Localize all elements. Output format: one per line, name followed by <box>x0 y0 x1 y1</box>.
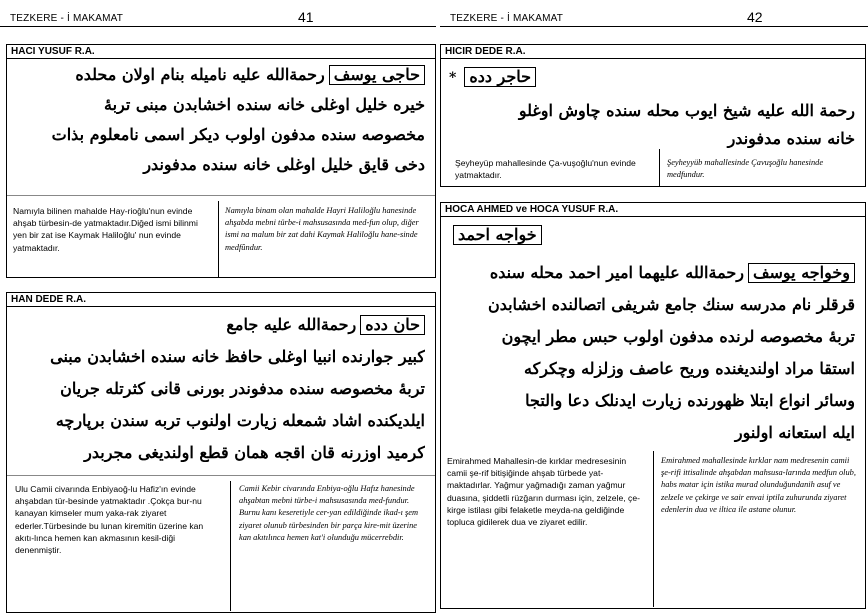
arabic-line: رحمة الله علیه شیخ ایوب محله سنده چاوش اوغلو <box>518 101 855 120</box>
transliteration-text: Şeyheyyüb mahallesinde Çavuşoğlu hanesinde medfundur. <box>667 158 824 180</box>
arabic-name-box: حاجر دده <box>464 67 536 87</box>
arabic-line: خیره خلیل اوغلی خانه سنده اخشابدن مبنی تربۀ <box>104 95 425 114</box>
page-header <box>440 4 868 27</box>
arabic-line: وخواجه یوسفرحمةالله علیهما امیر احمد محله سنده <box>449 263 855 283</box>
header-title: TEZKERE - İ MAKAMAT <box>450 13 564 24</box>
arabic-line: تربۀ مخصوصه سنده مدفوندر بورنی قانی کثرتله جریان <box>60 379 425 398</box>
title-rule <box>7 306 435 307</box>
column-divider <box>659 149 660 187</box>
arabic-line: کرمید اوزرنه قان اقجه همان قطع اولندیغی مجربدر <box>84 443 425 462</box>
transliteration-text: Emirahmed mahallesinde kırklar nam medresenin camii şe-rifi ittisalinde ahşabdan mahsusa-larında medfun olub, habs matar için istika murad olunduğundanih asuf ve zelzele ve çekirge ve sair envai iptila zuhurunda ziyaret edenlerin dua ve iltica ile astane olunur. <box>661 456 856 514</box>
arabic-line: حان ددهرحمةالله علیه جامع <box>15 315 425 335</box>
turkish-text: Şeyheyüp mahallesinde Ça-vuşoğlu'nun evinde yatmaktadır. <box>455 158 636 181</box>
entry-han-dede <box>6 292 436 613</box>
entry-hicir-dede <box>440 44 866 187</box>
arabic-name-box: خواجه احمد <box>453 225 542 245</box>
entry-hoca-ahmed-yusuf <box>440 202 866 609</box>
arabic-line: * حاجر دده <box>449 67 569 87</box>
turkish-text: Namıyla bilinen mahalde Hay-rioğlu'nun evinde ahşab türbesin-de yatmaktadır.Diğed ismi bilinmi yen bir zat ise Kaymak Haliloğlu' nun evinde yatmaktadır. <box>13 206 198 253</box>
arabic-line: خانه سنده مدفوندر <box>727 129 855 148</box>
entry-title: HOCA AHMED ve HOCA YUSUF R.A. <box>445 204 619 215</box>
turkish-text: Emirahmed Mahallesin-de kırklar medresesinin camii şe-rif bitişiğinde ahşab türbede yat-maktadırlar. Yağmur yağmadığı zaman yağmur duasına, şiddetli rüzğarın durması için, zelzele, çe-kirge istilası gibi felaketle meyda-na geldiğinde topluca gidilerek dua ve ziyaret edilir. <box>447 456 640 528</box>
arabic-line: قرقلر نام مدرسه سنك جامع شریفی اتصالنده اخشابدن <box>487 295 855 314</box>
transliteration-text: Namıyla binam olan mahalde Hayri Haliloğlu hanesinde ahşabda mebni türbe-i mahsusasında med-fun olup, diğer ismi na malum bir zat dahi Kaymak Haliloğlu hane-sinde medfûndur. <box>225 206 419 252</box>
column-divider <box>653 451 654 607</box>
arabic-name-box-2: وخواجه یوسف <box>748 263 855 283</box>
arabic-line: ایله استعانه اولنور <box>734 423 855 442</box>
entry-title: HACI YUSUF R.A. <box>11 46 95 57</box>
turkish-text: Ulu Camii civarında Enbiyaoğ-lu Hafiz'ın evinde ahşabdan tür-besinde yatmaktadır .Çokça bur-nu kanayan kimseler mum yaka-rak ziyaret ederler.Türbesinde bu lunan kiremitin üzerine kan akıtı-lınca hemen kan akmasının kesil-diği denenmiştir. <box>15 484 204 556</box>
arabic-name-box: حان دده <box>360 315 425 335</box>
arabic-line: وسائر انواع ابتلا ظهورنده زیارت ایدنلک دعا والتجا <box>525 391 855 410</box>
arabic-line: تربۀ مخصوصه لرنده مدفون اولوب حبس مطر ایچون <box>501 327 855 346</box>
title-rule <box>441 216 865 217</box>
right-page <box>440 0 868 615</box>
arabic-line: دخی قایق خلیل اوغلی خانه سنده مدفوندر <box>143 155 425 174</box>
section-rule <box>7 475 435 476</box>
arabic-line: ایلدیکنده اشاد شمعله زیارت اولنوب تربه سندن برپارچه <box>55 411 425 430</box>
arabic-line <box>449 225 649 245</box>
arabic-line: مخصوصه سنده مدفون اولوب دیکر اسمی نامعلوم بذات <box>51 125 425 144</box>
arabic-line: استقا مراد اولندیغنده وریح عاصف وزلزله وچکرکه <box>524 359 855 378</box>
entry-title: HAN DEDE R.A. <box>11 294 87 305</box>
header-title: TEZKERE - İ MAKAMAT <box>10 13 124 24</box>
entry-title: HICIR DEDE R.A. <box>445 46 526 57</box>
arabic-name-box: حاجی یوسف <box>329 65 425 85</box>
entry-haci-yusuf <box>6 44 436 278</box>
arabic-line: حاجی یوسفرحمةالله علیه نامیله بنام اولان محلده <box>15 65 425 85</box>
column-divider <box>218 201 219 277</box>
section-rule <box>7 195 435 196</box>
transliteration-text: Camii Kebir civarında Enbiya-oğlu Hafız hanesinde ahşabtan mebni türbe-i mahsusasında med-fundur. Burnu kanı keseretiyle cer-yan edildiğinde ikad-ı şem ziyaret olunub türbesinden bir parça kire-mit üzerine kan akıtılınca hemen kat'i olunduğu mücerrebdir. <box>239 484 419 542</box>
arabic-line: کبیر جوارنده انبیا اوغلی حافظ خانه سنده اخشابدن مبنی <box>50 347 425 366</box>
title-rule <box>7 58 435 59</box>
column-divider <box>230 481 231 611</box>
page-number: 41 <box>298 9 314 25</box>
title-rule <box>441 58 865 59</box>
page-number: 42 <box>747 9 763 25</box>
page-header <box>0 4 436 27</box>
